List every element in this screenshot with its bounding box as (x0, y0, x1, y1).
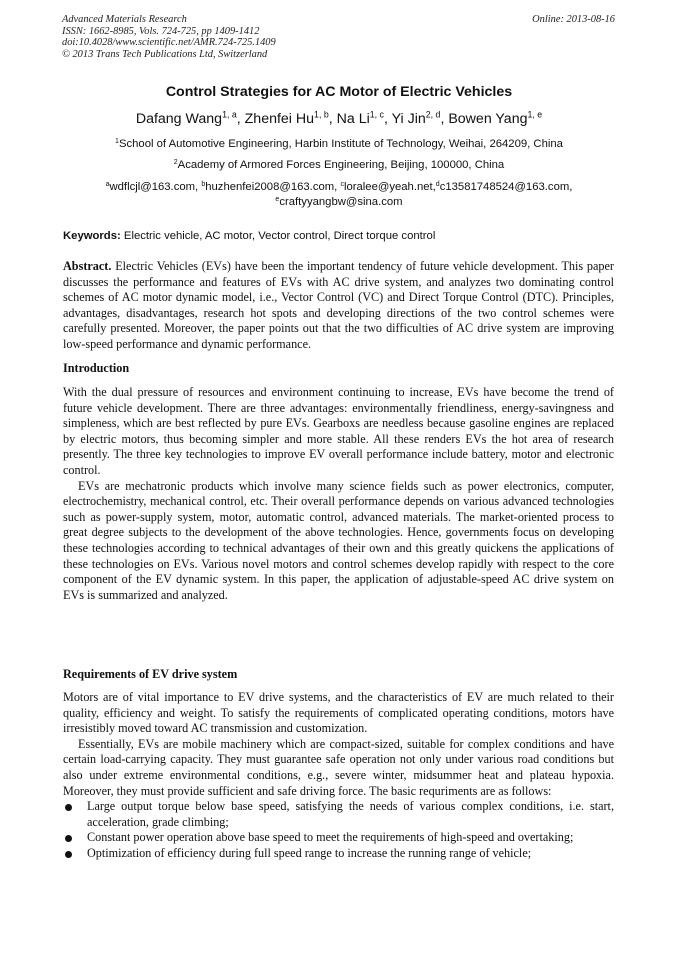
author-list (0, 111, 678, 127)
doi-line: doi:10.4028/www.scientific.net/AMR.724-725.1409 (62, 37, 276, 49)
bullet-icon (65, 804, 72, 811)
paragraph: With the dual pressure of resources and environment continuing to increase, EVs have become the trend of future vehicle development. There are three advantages: environmentally friendliness, energy-savingness and simpleness, which are best reflected by pure EVs. Gearboxs are needless because gasoline engines are replaced by electric motors, thus becoming simpler and more stable. All these renders EVs the hot area of research presently. The three key technologies to improve EV overall performance include battery, motor and electronic control. (63, 385, 614, 477)
paragraph: EVs are mechatronic products which involve many science fields such as power electronics, computer, electrochemistry, mechanical control, etc. Their overall performance depends on various advanced technologies such as power-supply system, motor, automatic control, advanced materials. The market-oriented process to great degree subjects to the development of the above technologies. Hence, governments focus on developing these technologies according to technical advantages of their own and this greatly quickens the applications of these technologies on EVs. Various novel motors and control schemes develop rapidly with respect to the core component of the EV dynamic system. In this paper, the application of adjustable-speed AC drive system on EVs is summarized and analyzed. (63, 478, 614, 602)
list-item: Constant power operation above base speed to meet the requirements of high-speed and overtaking; (63, 830, 614, 846)
paper-title: Control Strategies for AC Motor of Electric Vehicles (165, 84, 513, 100)
affiliation-2: $^2$Academy of Armored Forces Engineering, Beijing, 100000, China (173, 158, 505, 171)
requirements-list (63, 799, 614, 861)
section-heading-requirements: Requirements of EV drive system (63, 667, 238, 681)
list-item: Optimization of efficiency during full speed range to increase the running range of vehicle; (63, 846, 614, 862)
issn-line: ISSN: 1662-8985, Vols. 724-725, pp 1409-1412 (62, 25, 260, 37)
email-line-2: $^e$craftyyangbw@sina.com (275, 195, 403, 208)
author: Dafang Wang$^{1, a}$, (135, 109, 245, 127)
author: Zhenfei Hu$^{1, b}$, (244, 109, 337, 127)
copyright-line: © 2013 Trans Tech Publications Ltd, Switzerland (62, 48, 268, 60)
author: Yi Jin$^{2, d}$, (391, 109, 449, 127)
abstract: Abstract. Electric Vehicles (EVs) have been the important tendency of future vehicle development. This paper discusses the performance and features of EVs with AC drive system, and analyzes two dominating control schemes of AC motor dynamic model, i.e., Vector Control (VC) and Direct Torque Control (DTC). Principles, advantages, disadvantages, research hot spots and developing directions of the two control schemes were carefully presented. Moreover, the paper points out that the two difficulties of AC drive system are improving low-speed performance and dynamic performance. (63, 259, 614, 351)
keywords: Keywords: Electric vehicle, AC motor, Vector control, Direct torque control (63, 230, 436, 242)
email-line-1: $^a$wdflcjl@163.com, $^b$huzhenfei2008@163.com, $^c$loralee@yeah.net,$^d$c13581748524@163.com, (105, 180, 573, 193)
introduction-body (63, 385, 614, 603)
paragraph: Motors are of vital importance to EV drive systems, and the characteristics of EV are much related to their quality, efficiency and weight. To satisfy the requirements of complicated operating conditions, motors have irresistibly moved toward AC transmission and customization. (63, 690, 614, 736)
section-heading-introduction: Introduction (63, 361, 130, 375)
paragraph: Essentially, EVs are mobile machinery which are compact-sized, suitable for complex conditions and have certain load-carrying capacity. They must guarantee safe operation not only under various road conditions but also under extreme environmental conditions, e.g., severe winter, midsummer heat and plateau hypoxia. Moreover, they must provide sufficient and safe driving force. The basic requriments are as follows: (63, 736, 614, 798)
affiliation-1: $^1$School of Automotive Engineering, Harbin Institute of Technology, Weihai, 264209, China (115, 137, 563, 150)
requirements-body (63, 690, 614, 862)
journal-name: Advanced Materials Research (62, 14, 187, 25)
journal-header (62, 14, 482, 60)
author-emails (0, 180, 678, 210)
list-item: Large output torque below base speed, satisfying the needs of various complex conditions, i.e. start, acceleration, grade climbing; (63, 799, 614, 830)
bullet-icon (65, 851, 72, 858)
author: Bowen Yang$^{1, e}$ (448, 109, 543, 127)
bullet-icon (65, 835, 72, 842)
online-date: Online: 2013-08-16 (532, 14, 615, 25)
author: Na Li$^{1, c}$, (336, 109, 392, 127)
